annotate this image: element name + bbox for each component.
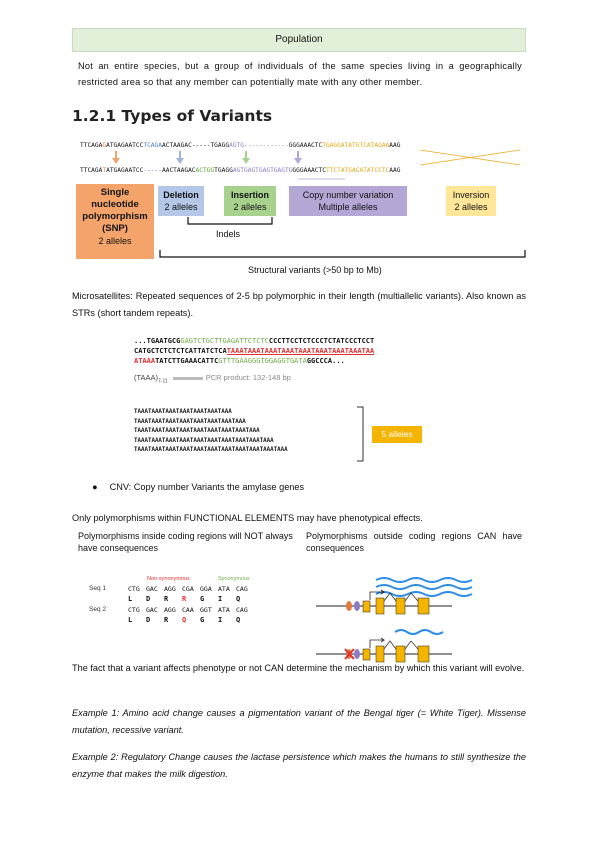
seq-seg: GTTTGAAGGGTGGAGGTGATA (218, 357, 307, 365)
seq-seg: GAGTCTGCTTGAGATTCTCTC (180, 337, 269, 345)
allele-row: TAAATAAATAAATAAATAAATAAATAAATAAATAAA (134, 428, 260, 434)
amino-acid: L (128, 616, 133, 624)
codon: AGG (164, 585, 176, 593)
codon: CTG (128, 606, 140, 614)
mrna-wave (376, 585, 472, 589)
gene-bottom (316, 630, 452, 662)
section-title: 1.2.1 Types of Variants (72, 107, 273, 125)
seq2-gap: ----- (143, 167, 162, 174)
amino-acid: I (218, 595, 223, 603)
mechanism-text: The fact that a variant affects phenotype or not CAN determine the mechanism by which this variant will evolve. (72, 663, 525, 673)
noncoding-col-text: Polymorphisms outside coding regions CAN have consequences (306, 531, 522, 553)
promoter-element (346, 601, 352, 611)
amino-acid: R (182, 595, 187, 603)
seq1-deletion: TCAGA (143, 142, 162, 149)
population-definition: Not an entire species, but a group of individuals of the same species living in a geographically restricted area so that any member can potentially mate with any other member. (78, 61, 522, 87)
seq2-part: GGGAAACTC (292, 167, 326, 174)
seq-repeat: TAAATAAATAAATAAATAAATAAATAAATAAATAA (226, 347, 375, 355)
inversion-alleles: 2 alleles (454, 202, 488, 212)
seq2-part: TGAGG (214, 167, 233, 174)
deletion-title: Deletion (163, 190, 199, 200)
seq1-part: AAG (389, 142, 401, 149)
inversion-title: Inversion (452, 190, 490, 200)
amino-acid: G (200, 616, 205, 624)
seq2-snp: T (102, 167, 107, 174)
codon: CAG (236, 585, 248, 593)
insertion-title: Insertion (230, 190, 269, 200)
amino-acid: D (146, 616, 151, 624)
codon: AGG (164, 606, 176, 614)
seq1-part: GGGAAACTC (288, 142, 323, 149)
seq-seg: ...TGAATGCG (134, 337, 181, 345)
codon: GAC (146, 606, 158, 614)
alleles-badge: 5 alleles (372, 426, 422, 443)
amino-acid: Q (236, 595, 241, 603)
allele-row: TAAATAAATAAATAAATAAATAAATAAATAAATAAATAAA (134, 437, 274, 444)
mrna-wave (376, 578, 472, 582)
allele-row: TAAATAAATAAATAAATAAATAAATAAA (134, 409, 232, 415)
cnv-bullet-text: CNV: Copy number Variants the amylase genes (109, 482, 305, 492)
seq2-inversion: TTCTATGACATATCCTC (325, 167, 390, 174)
seq2-part: AACTAAGAC (162, 167, 196, 174)
seq-repeat: ATAAA (134, 357, 156, 365)
seq2-insertion: ACTGG (195, 167, 215, 174)
codon: ATA (218, 606, 230, 614)
seq2-part: ATGAGAATCC (106, 167, 144, 174)
codon: ATA (218, 585, 230, 593)
amino-acid: Q (236, 616, 241, 624)
insertion-alleles: 2 alleles (233, 202, 267, 212)
amino-acid: R (164, 616, 169, 624)
amino-acid: L (128, 595, 133, 603)
codon: CTG (128, 585, 140, 593)
amino-acid: G (200, 595, 205, 603)
cnv-title: Copy number variation (302, 190, 394, 200)
codon: GGT (200, 606, 212, 614)
allele-row: TAAATAAATAAATAAATAAATAAATAAATAAA (134, 418, 246, 425)
coding-col-text: Polymorphisms inside coding regions will NOT always have consequences (78, 531, 293, 553)
nonsyn-label: Non-synonymous (147, 576, 190, 582)
seq2-cnv: AGTGAGTGAGTGAGTG (232, 167, 293, 174)
indels-label: Indels (216, 229, 241, 239)
repeat-count: 7-11 (158, 378, 168, 385)
seq1-gap: ------------ (244, 142, 289, 149)
codon: CAA (182, 606, 194, 614)
seq-seg: TATCTTGAAACATTC (155, 357, 219, 365)
structural-label: Structural variants (>50 bp to Mb) (248, 265, 382, 275)
seq2-part: AAG (389, 167, 401, 174)
seq1-gap: ----- (191, 142, 211, 149)
amino-acid: D (146, 595, 151, 603)
amino-acid: R (164, 595, 169, 603)
codon: CAG (236, 606, 248, 614)
seq-seg: CCCTTCCTCTCCCTCTATCCCTCCT (268, 337, 375, 345)
functional-text: Only polymorphisms within FUNCTIONAL ELEMENTS may have phenotypical effects. (72, 513, 423, 523)
seq1-part: TTCAGA (80, 142, 103, 149)
seq1-snp: G (102, 142, 107, 149)
bullet-dot: ● (92, 482, 98, 492)
seq-seg: GGCCCA... (306, 357, 345, 365)
exon (396, 598, 405, 614)
syn-label: Synonymous (218, 576, 250, 582)
deletion-alleles: 2 alleles (164, 202, 198, 212)
seq1-part: TGAGG (210, 142, 230, 149)
codon: GAC (146, 585, 158, 593)
seq1-label: Seq 1 (89, 585, 106, 592)
repeat-unit: (TAAA) (134, 373, 159, 382)
example-1: Example 1: Amino acid change causes a pigmentation variant of the Bengal tiger (= White Tiger). Missense mutation, recessive variant. (72, 708, 526, 735)
exon (376, 598, 384, 614)
microsat-text: Microsatellites: Repeated sequences of 2-5 bp polymorphic in their length (multiallelic variants). Also known as STRs (short tandem repeats). (72, 291, 526, 318)
promoter-element (354, 649, 360, 659)
exon (363, 649, 370, 660)
codon: CGA (182, 585, 194, 593)
mrna-wave (395, 630, 443, 634)
snp-title: Single nucleotide polymorphism (SNP) (82, 187, 148, 234)
gene-top (316, 578, 472, 614)
snp-alleles: 2 alleles (98, 236, 132, 246)
exon (418, 598, 429, 614)
seq1-part: ATGAGAATCC (106, 142, 144, 149)
pcr-product: PCR product: 132-148 bp (205, 373, 291, 382)
example-2: Example 2: Regulatory Change causes the lactase persistence which makes the humans to still synthesize the enzyme that makes the milk digestion. (72, 752, 526, 779)
population-title: Population (275, 34, 323, 45)
seq-seg: CATGCTCTCTCTCATTATCTCA (134, 347, 227, 355)
codon: GGA (200, 585, 212, 593)
seq1-part: ACTAAGAC (162, 142, 192, 149)
allele-row: TAAATAAATAAATAAATAAATAAATAAATAAATAAATAAATAAA (134, 447, 288, 453)
exon (363, 601, 370, 612)
seq2-label: Seq 2 (89, 606, 106, 613)
amino-acid: I (218, 616, 223, 624)
cnv-alleles: Multiple alleles (318, 202, 378, 212)
promoter-element (354, 601, 360, 611)
seq1-cnv: AGTG (229, 142, 244, 149)
seq1-inversion: TGAGGATATGTCATAGAA (322, 142, 390, 149)
seq2-part: TTCAGA (80, 167, 103, 174)
amino-acid: Q (182, 616, 187, 624)
